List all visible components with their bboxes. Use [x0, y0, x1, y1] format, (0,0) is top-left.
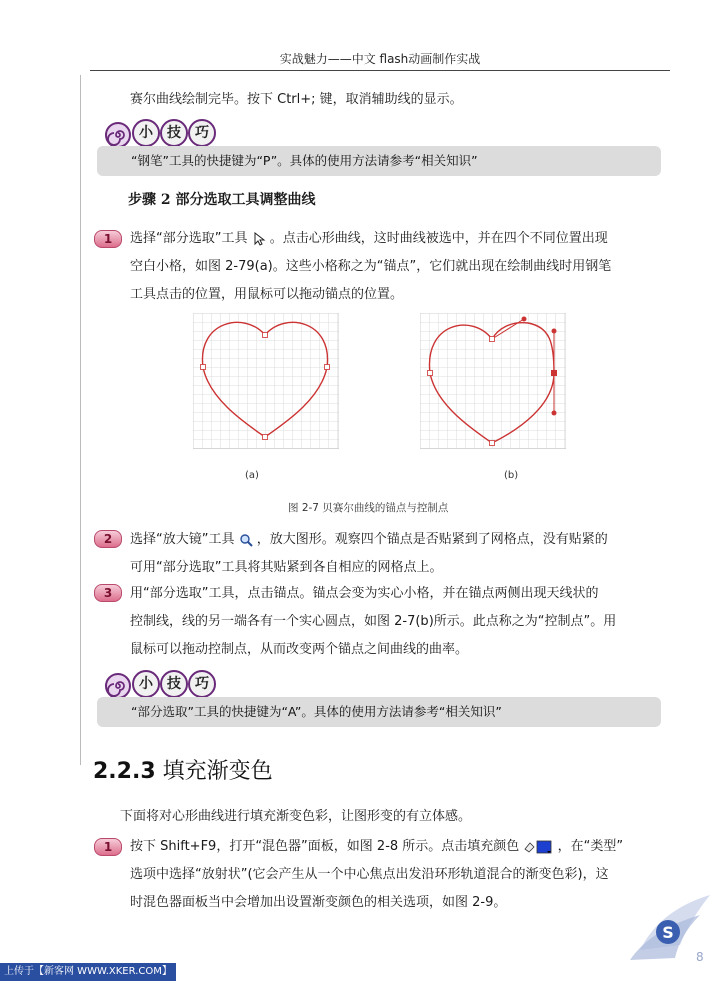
item1-line1a: 选择“部分选取”工具 — [130, 231, 248, 246]
subselect-arrow-icon — [252, 232, 266, 246]
item3-line3: 鼠标可以拖动控制点，从而改变两个锚点之间曲线的曲率。 — [130, 642, 469, 657]
control-point-right-bottom — [552, 411, 557, 416]
tip-char-2: 技 — [160, 119, 188, 147]
anchor-bottom — [263, 435, 268, 440]
tip-box-2 — [97, 697, 661, 727]
section-intro: 下面将对心形曲线进行填充渐变色彩，让图形变的有立体感。 — [120, 809, 472, 824]
tip2-char-3: 巧 — [188, 670, 216, 698]
tip-text-1: “钢笔”工具的快捷键为“P”。具体的使用方法请参考“相关知识” — [131, 153, 478, 168]
control-point-right-top — [552, 329, 557, 334]
tip-char-3: 巧 — [188, 119, 216, 147]
tip-box-1 — [97, 146, 661, 176]
tip-heading — [100, 119, 220, 149]
page-header: 实战魅力——中文 flash动画制作实战 — [279, 52, 481, 66]
item4-line1b: ，在“类型” — [557, 839, 624, 854]
step-badge-2: 2 — [94, 530, 122, 548]
anchor-right-solid — [551, 370, 557, 376]
intro-line: 赛尔曲线绘制完毕。按下 Ctrl+; 键，取消辅助线的显示。 — [130, 92, 463, 107]
header-rule — [90, 70, 670, 71]
tip2-char-2: 技 — [160, 670, 188, 698]
item1-line3: 工具点击的位置，用鼠标可以拖动锚点的位置。 — [130, 287, 404, 302]
tip-text-2: “部分选取”工具的快捷键为“A”。具体的使用方法请参考“相关知识” — [131, 704, 502, 719]
step-badge-3: 3 — [94, 584, 122, 602]
anchor-left — [201, 365, 206, 370]
item2-line2: 可用“部分选取”工具将其贴紧到各自相应的网格点上。 — [130, 560, 443, 575]
item4-line1 — [130, 833, 670, 861]
item4-line3: 时混色器面板当中会增加出设置渐变颜色的相关选项，如图 2-9。 — [130, 895, 507, 910]
upload-footer: 上传于【新客网 WWW.XKER.COM】 — [0, 963, 176, 981]
figure-label-b: (b) — [504, 470, 519, 481]
margin-rule — [80, 75, 81, 765]
figure-caption: 图 2-7 贝赛尔曲线的锚点与控制点 — [288, 502, 449, 514]
item2-line1 — [130, 526, 670, 554]
item1-line2: 空白小格，如图 2-79(a)。这些小格称之为“锚点”，它们就出现在绘制曲线时用钢笔 — [130, 259, 612, 274]
swirl-icon — [104, 121, 132, 149]
page-number: 8 — [696, 950, 704, 964]
svg-text:S: S — [662, 923, 674, 942]
figure-b-heart-grid — [420, 313, 566, 449]
item3-line1: 用“部分选取”工具，点击锚点。锚点会变为实心小格，并在锚点两侧出现天线状的 — [130, 586, 599, 601]
tip-char-1: 小 — [132, 119, 160, 147]
step-title: 步骤 2 部分选取工具调整曲线 — [128, 192, 316, 208]
item1-line1 — [130, 225, 670, 253]
anchor-top — [263, 333, 268, 338]
figure-a-heart-grid — [193, 313, 339, 449]
anchor-right — [325, 365, 330, 370]
item3-line2: 控制线，线的另一端各有一个实心圆点，如图 2-7(b)所示。此点称之为“控制点”。用 — [130, 614, 617, 629]
zoom-magnifier-icon — [239, 533, 253, 547]
step-badge-1: 1 — [94, 230, 122, 248]
section-number: 2.2.3 — [93, 759, 156, 784]
section-heading — [93, 754, 273, 785]
item2-line1b: ，放大图形。观察四个锚点是否贴紧到了网格点，没有贴紧的 — [256, 532, 608, 547]
item4-line1a: 按下 Shift+F9，打开“混色器”面板，如图 2-8 所示。点击填充颜色 — [130, 839, 520, 854]
section-title: 填充渐变色 — [162, 759, 273, 784]
item2-line1a: 选择“放大镜”工具 — [130, 532, 235, 547]
tip-heading-2 — [100, 670, 220, 700]
item1-line1b: 。点击心形曲线，这时曲线被选中，并在四个不同位置出现 — [269, 231, 608, 246]
figure-label-a: (a) — [245, 470, 259, 481]
fill-color-icon — [523, 840, 553, 854]
tip2-char-1: 小 — [132, 670, 160, 698]
step-badge-4: 1 — [94, 838, 122, 856]
item4-line2: 选项中选择“放射状”(它会产生从一个中心焦点出发沿环形轨道混合的渐变色彩)，这 — [130, 867, 609, 882]
control-point-top — [522, 317, 527, 322]
swirl-icon — [104, 672, 132, 700]
